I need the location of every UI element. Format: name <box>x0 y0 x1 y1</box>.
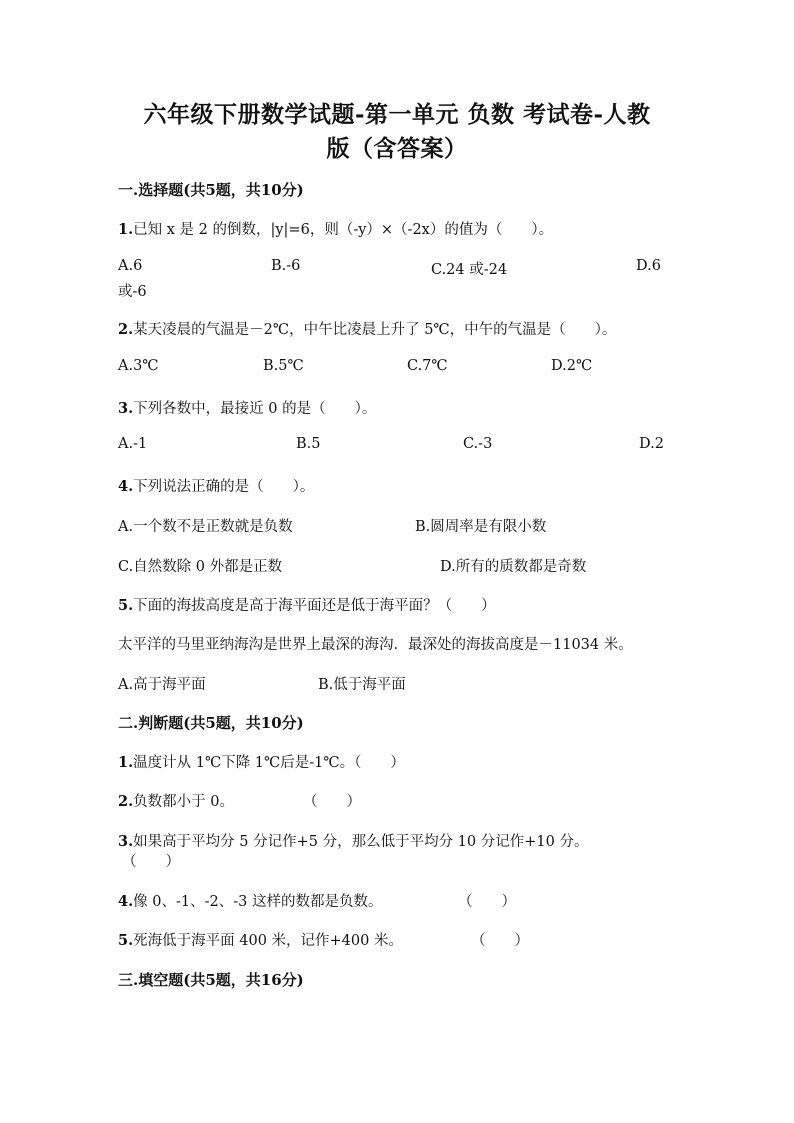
question-number: 2. <box>118 321 134 338</box>
question-number: 1. <box>118 754 134 771</box>
question-2-2 <box>118 790 234 811</box>
question-number: 2. <box>118 793 134 810</box>
question-number: 3. <box>118 400 134 417</box>
option-b: B.5℃ <box>263 358 304 374</box>
option-a: A.高于海平面 <box>118 677 206 693</box>
answer-blank: （ ） <box>458 894 516 910</box>
option-d: D.2℃ <box>551 358 593 374</box>
question-2-4 <box>118 890 382 911</box>
option-c: C.24 或-24 <box>431 262 508 278</box>
option-d: D.所有的质数都是奇数 <box>440 559 587 575</box>
question-number: 4. <box>118 478 134 495</box>
question-1-4 <box>118 475 314 496</box>
option-d-continued: 或-6 <box>118 284 147 300</box>
section-title-fill-in: 三.填空题(共5题，共16分) <box>118 971 304 989</box>
question-text: 下列说法正确的是（ ）。 <box>133 479 315 495</box>
question-1-1 <box>118 218 553 239</box>
section-title-judgement: 二.判断题(共5题，共10分) <box>118 714 304 732</box>
question-2-5 <box>118 929 403 950</box>
question-text: 下列各数中，最接近 0 的是（ ）。 <box>133 401 377 417</box>
question-1-3 <box>118 397 376 418</box>
option-a: A.6 <box>118 258 143 274</box>
option-d: D.2 <box>639 436 664 452</box>
question-text: 已知 x 是 2 的倒数，|y|=6，则（-y）×（-2x）的值为（ ）。 <box>133 222 554 238</box>
question-text: 下面的海拔高度是高于海平面还是低于海平面？（ ） <box>133 598 496 614</box>
option-b: B.圆周率是有限小数 <box>415 519 547 535</box>
page-title-line2: 版（含答案） <box>326 135 468 162</box>
question-text: 死海低于海平面 400 米，记作+400 米。 <box>133 933 403 949</box>
question-text: 如果高于平均分 5 分记作+5 分，那么低于平均分 10 分记作+10 分。 <box>133 834 589 850</box>
question-text: 负数都小于 0。 <box>133 794 234 810</box>
option-b: B.低于海平面 <box>318 677 406 693</box>
question-number: 3. <box>118 833 134 850</box>
option-b: B.5 <box>296 436 321 452</box>
question-number: 5. <box>118 597 134 614</box>
answer-blank: （ ） <box>471 933 529 949</box>
question-1-2 <box>118 318 616 339</box>
question-2-3 <box>118 830 588 851</box>
page-title-line1: 六年级下册数学试题-第一单元 负数 考试卷-人教 <box>143 101 651 128</box>
option-d: D.6 <box>636 258 661 274</box>
question-number: 4. <box>118 893 134 910</box>
option-a: A.-1 <box>118 436 148 452</box>
question-text: 像 0、-1、-2、-3 这样的数都是负数。 <box>133 894 383 910</box>
question-1-5-stem: 太平洋的马里亚纳海沟是世界上最深的海沟．最深处的海拔高度是－11034 米。 <box>118 637 633 653</box>
question-2-1 <box>118 751 405 772</box>
question-number: 1. <box>118 221 134 238</box>
option-a: A.3℃ <box>118 358 159 374</box>
option-b: B.-6 <box>271 258 301 274</box>
question-text: 温度计从 1℃下降 1℃后是-1℃。（ ） <box>133 755 405 771</box>
option-c: C.自然数除 0 外都是正数 <box>118 559 283 575</box>
section-title-choice: 一.选择题(共5题，共10分) <box>118 181 304 199</box>
option-a: A.一个数不是正数就是负数 <box>118 519 293 535</box>
answer-blank: （ ） <box>122 854 180 870</box>
question-1-5 <box>118 594 496 615</box>
answer-blank: （ ） <box>303 794 361 810</box>
option-c: C.-3 <box>463 436 493 452</box>
question-text: 某天凌晨的气温是－2℃，中午比凌晨上升了 5℃，中午的气温是（ ）。 <box>133 322 617 338</box>
option-c: C.7℃ <box>407 358 448 374</box>
question-number: 5. <box>118 932 134 949</box>
